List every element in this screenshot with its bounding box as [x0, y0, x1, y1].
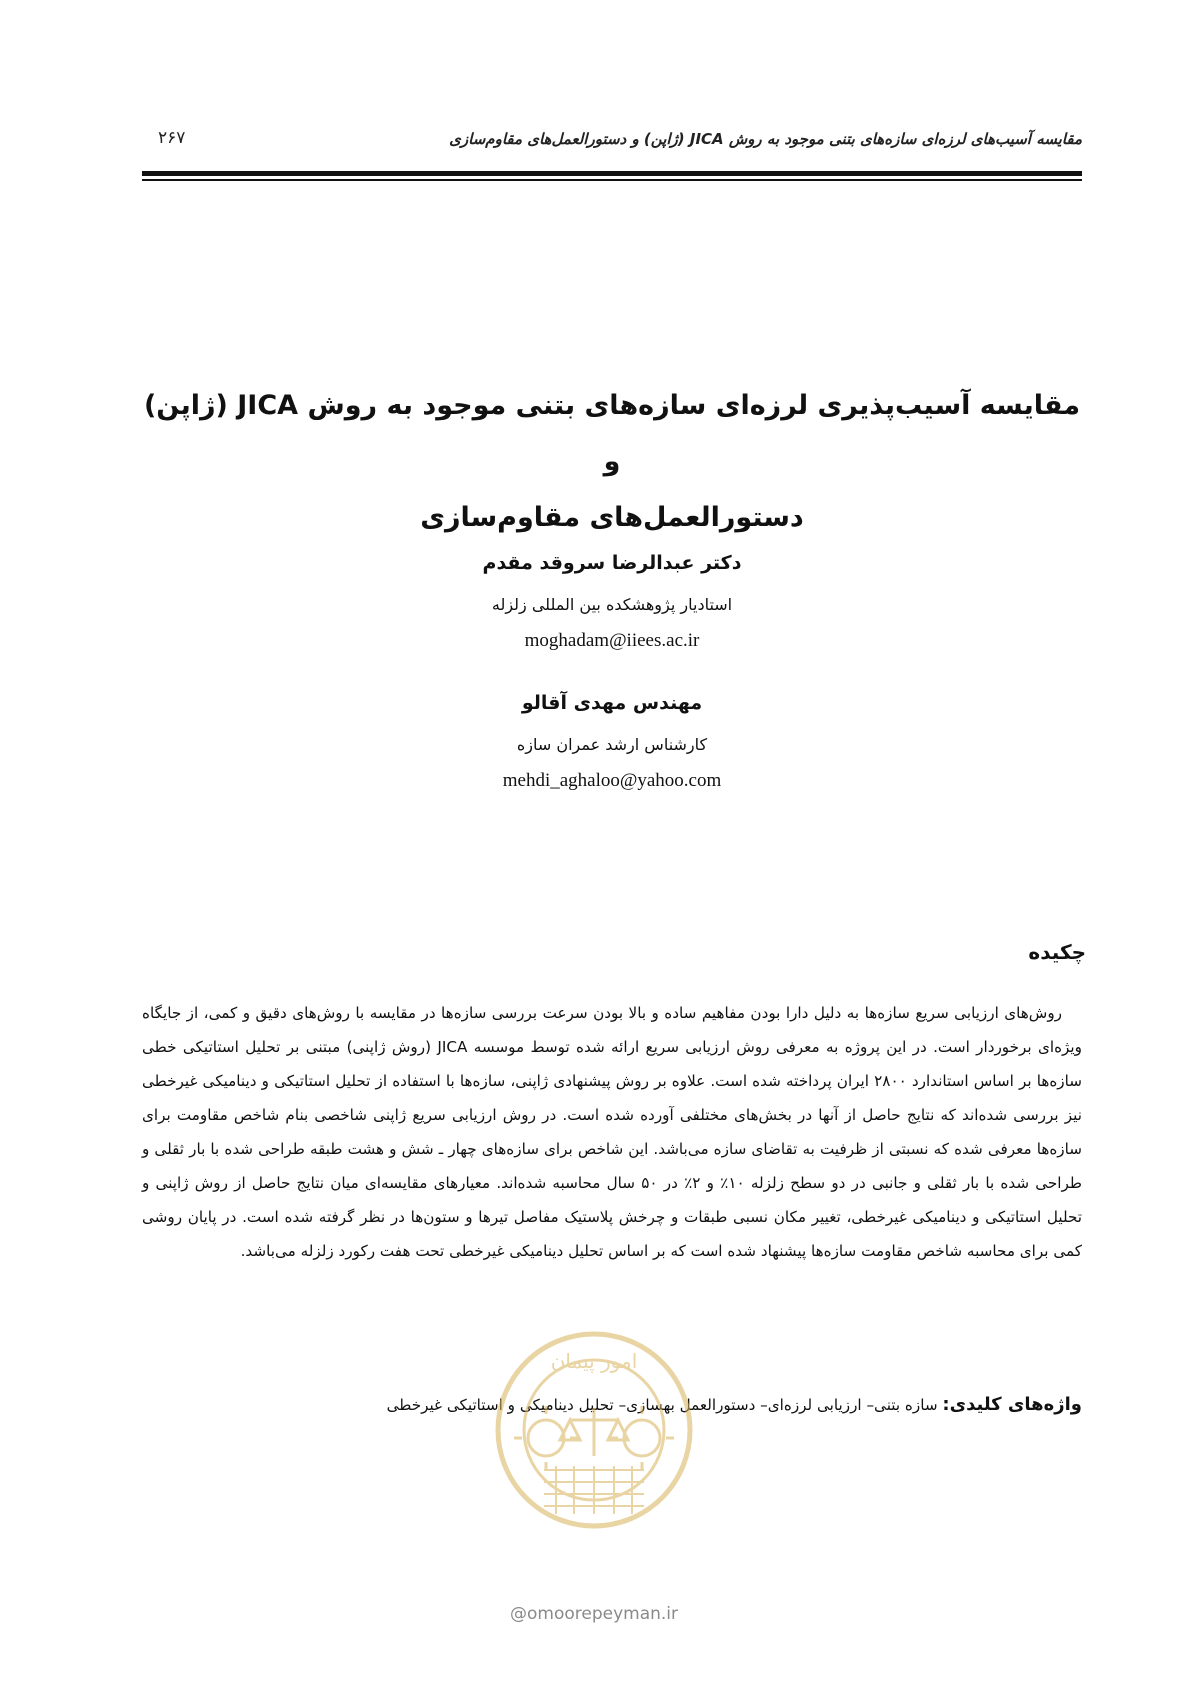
title-line-2: دستورالعمل‌های مقاوم‌سازی — [420, 502, 804, 533]
abstract-body: روش‌های ارزیابی سریع سازه‌ها به دلیل دارا بودن مفاهیم ساده و بالا بودن سرعت بررسی سازه‌ها در مقایسه با روش‌های دقیق و کمی، از جایگاه ویژه‌ای برخوردار است. در این پروژه به معرفی روش ارزیابی سریع ارائه شده توسط موسسه JICA (روش ژاپنی) مبتنی بر تحلیل استاتیکی خطی سازه‌ها بر اساس استاندارد ۲۸۰۰ ایران پرداخته شده است. علاوه بر روش پیشنهادی ژاپنی، سازه‌ها با استفاده از تحلیل استاتیکی و دینامیکی غیرخطی نیز بررسی شده‌اند که نتایج حاصل از آنها در بخش‌های مختلفی آورده شده است. در روش ارزیابی سریع ژاپنی شاخصی بنام شاخص مقاومت برای سازه‌ها معرفی شده که نسبتی از ظرفیت به تقاضای سازه می‌باشد. این شاخص برای سازه‌های چهار ـ شش و هشت طبقه طراحی شده با بار ثقلی و طراحی شده با بار ثقلی و جانبی در دو سطح زلزله ۱۰٪ و ۲٪ در ۵۰ سال محاسبه شده‌اند. معیارهای مقایسه‌ای میان نتایج حاصل از روش ژاپنی و تحلیل استاتیکی و دینامیکی غیرخطی، تغییر مکان نسبی طبقات و چرخش پلاستیک مفاصل تیرها و ستون‌ها در نظر گرفته شده است. در پایان روشی کمی برای محاسبه شاخص مقاومت سازه‌ها پیشنهاد شده است که بر اساس تحلیل دینامیکی غیرخطی تحت هفت رکورد زلزله می‌باشد. — [142, 1004, 1082, 1260]
author-email[interactable]: moghadam@iiees.ac.ir — [524, 630, 700, 651]
title-line-1: مقایسه آسیب‌پذیری لرزه‌ای سازه‌های بتنی موجود به روش JICA (ژاپن) و — [143, 390, 1081, 477]
header-rule-thin — [142, 179, 1082, 181]
keywords-label: واژه‌های کلیدی: — [942, 1394, 1082, 1415]
scales-icon — [560, 1408, 628, 1456]
author-affiliation: استادیار پژوهشکده بین المللی زلزله — [491, 595, 733, 614]
seal-text: امور پیمان — [550, 1349, 638, 1373]
author-name: مهندس مهدی آقالو — [521, 692, 703, 714]
running-header — [142, 126, 1082, 162]
author-gap — [142, 654, 1082, 688]
author-name: دکتر عبدالرضا سروقد مقدم — [482, 552, 742, 574]
header-rule-thick — [142, 171, 1082, 176]
keywords-text: سازه بتنی– ارزیابی لرزه‌ای– دستورالعمل بهسازی– تحلیل دینامیکی و استاتیکی غیرخطی — [386, 1396, 938, 1414]
running-title: مقایسه آسیب‌های لرزه‌ای سازه‌های بتنی موجود به روش JICA (ژاپن) و دستورالعمل‌های مقاوم‌سازی — [449, 130, 1082, 148]
author-list — [142, 548, 1082, 794]
watermark-seal — [484, 1320, 704, 1590]
author-email[interactable]: mehdi_aghaloo@yahoo.com — [502, 770, 722, 791]
abstract-heading: چکیده — [1028, 940, 1086, 964]
author-affiliation: کارشناس ارشد عمران سازه — [516, 735, 708, 754]
paper-title — [142, 378, 1082, 546]
page-number: ۲۶۷ — [158, 128, 186, 148]
watermark-text: @omoorepeyman.ir — [509, 1604, 679, 1624]
